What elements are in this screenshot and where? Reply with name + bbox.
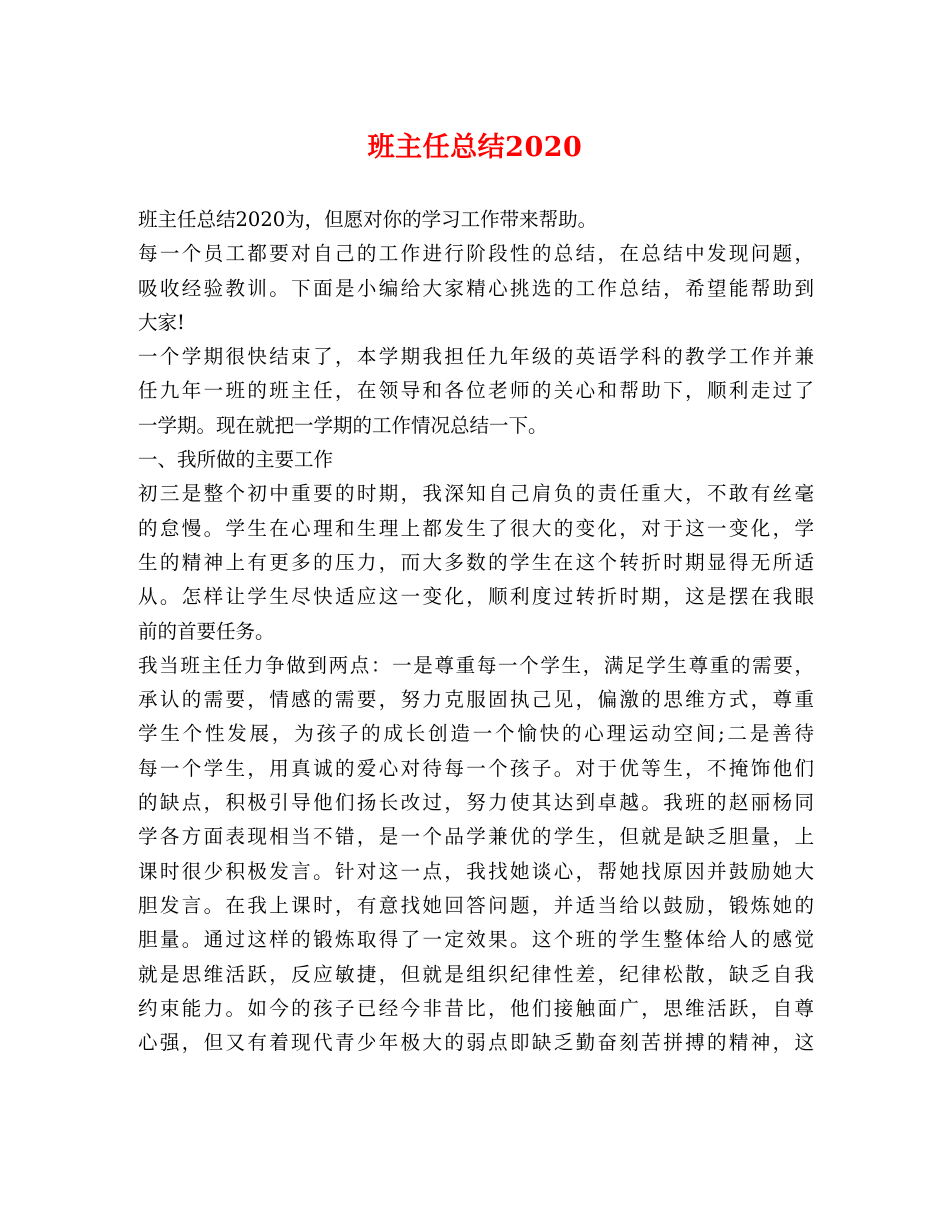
text-line: 班主任总结2020为，但愿对你的学习工作带来帮助。 [138, 208, 598, 231]
document-body [138, 203, 814, 1060]
text-line: 一个学期很快结束了，本学期我担任九年级的英语学科的教学工作并兼 [138, 345, 814, 369]
document-title: 班主任总结2020 [367, 132, 583, 163]
text-line: 每一个学生，用真诚的爱心对待每一个孩子。对于优等生，不掩饰他们 [138, 756, 814, 780]
text-line: 我当班主任力争做到两点：一是尊重每一个学生，满足学生尊重的需要， [138, 653, 814, 677]
text-line: 吸收经验教训。下面是小编给大家精心挑选的工作总结，希望能帮助到 [138, 276, 814, 300]
text-line: 的怠慢。学生在心理和生理上都发生了很大的变化，对于这一变化，学 [138, 516, 814, 540]
text-line: 的缺点，积极引导他们扬长改过，努力使其达到卓越。我班的赵丽杨同 [138, 791, 814, 815]
text-line: 每一个员工都要对自己的工作进行阶段性的总结，在总结中发现问题， [138, 242, 814, 266]
text-line: 初三是整个初中重要的时期，我深知自己肩负的责任重大，不敢有丝毫 [138, 482, 814, 506]
text-line: 前的首要任务。 [138, 619, 275, 643]
text-line: 承认的需要，情感的需要，努力克服固执己见，偏激的思维方式，尊重 [138, 688, 814, 712]
text-line: 胆发言。在我上课时，有意找她回答问题，并适当给以鼓励，锻炼她的 [138, 893, 814, 917]
text-line: 从。怎样让学生尽快适应这一变化，顺利度过转折时期，这是摆在我眼 [138, 585, 814, 609]
text-line: 课时很少积极发言。针对这一点，我找她谈心，帮她找原因并鼓励她大 [138, 859, 814, 883]
text-line: 就是思维活跃，反应敏捷，但就是组织纪律性差，纪律松散，缺乏自我 [138, 962, 814, 986]
text-line: 学生个性发展，为孩子的成长创造一个愉快的心理运动空间;二是善待 [138, 722, 814, 746]
text-line: 胆量。通过这样的锻炼取得了一定效果。这个班的学生整体给人的感觉 [138, 928, 814, 952]
text-line: 一学期。现在就把一学期的工作情况总结一下。 [138, 413, 548, 437]
text-line: 一、我所做的主要工作 [138, 448, 334, 472]
text-line: 生的精神上有更多的压力，而大多数的学生在这个转折时期显得无所适 [138, 550, 814, 574]
text-line: 约束能力。如今的孩子已经今非昔比，他们接触面广，思维活跃，自尊 [138, 996, 814, 1020]
text-line: 心强，但又有着现代青少年极大的弱点即缺乏勤奋刻苦拼搏的精神，这 [138, 1031, 814, 1055]
text-line: 任九年一班的班主任，在领导和各位老师的关心和帮助下，顺利走过了 [138, 379, 814, 403]
text-line: 大家! [138, 310, 185, 334]
text-line: 学各方面表现相当不错，是一个品学兼优的学生，但就是缺乏胆量，上 [138, 825, 814, 849]
